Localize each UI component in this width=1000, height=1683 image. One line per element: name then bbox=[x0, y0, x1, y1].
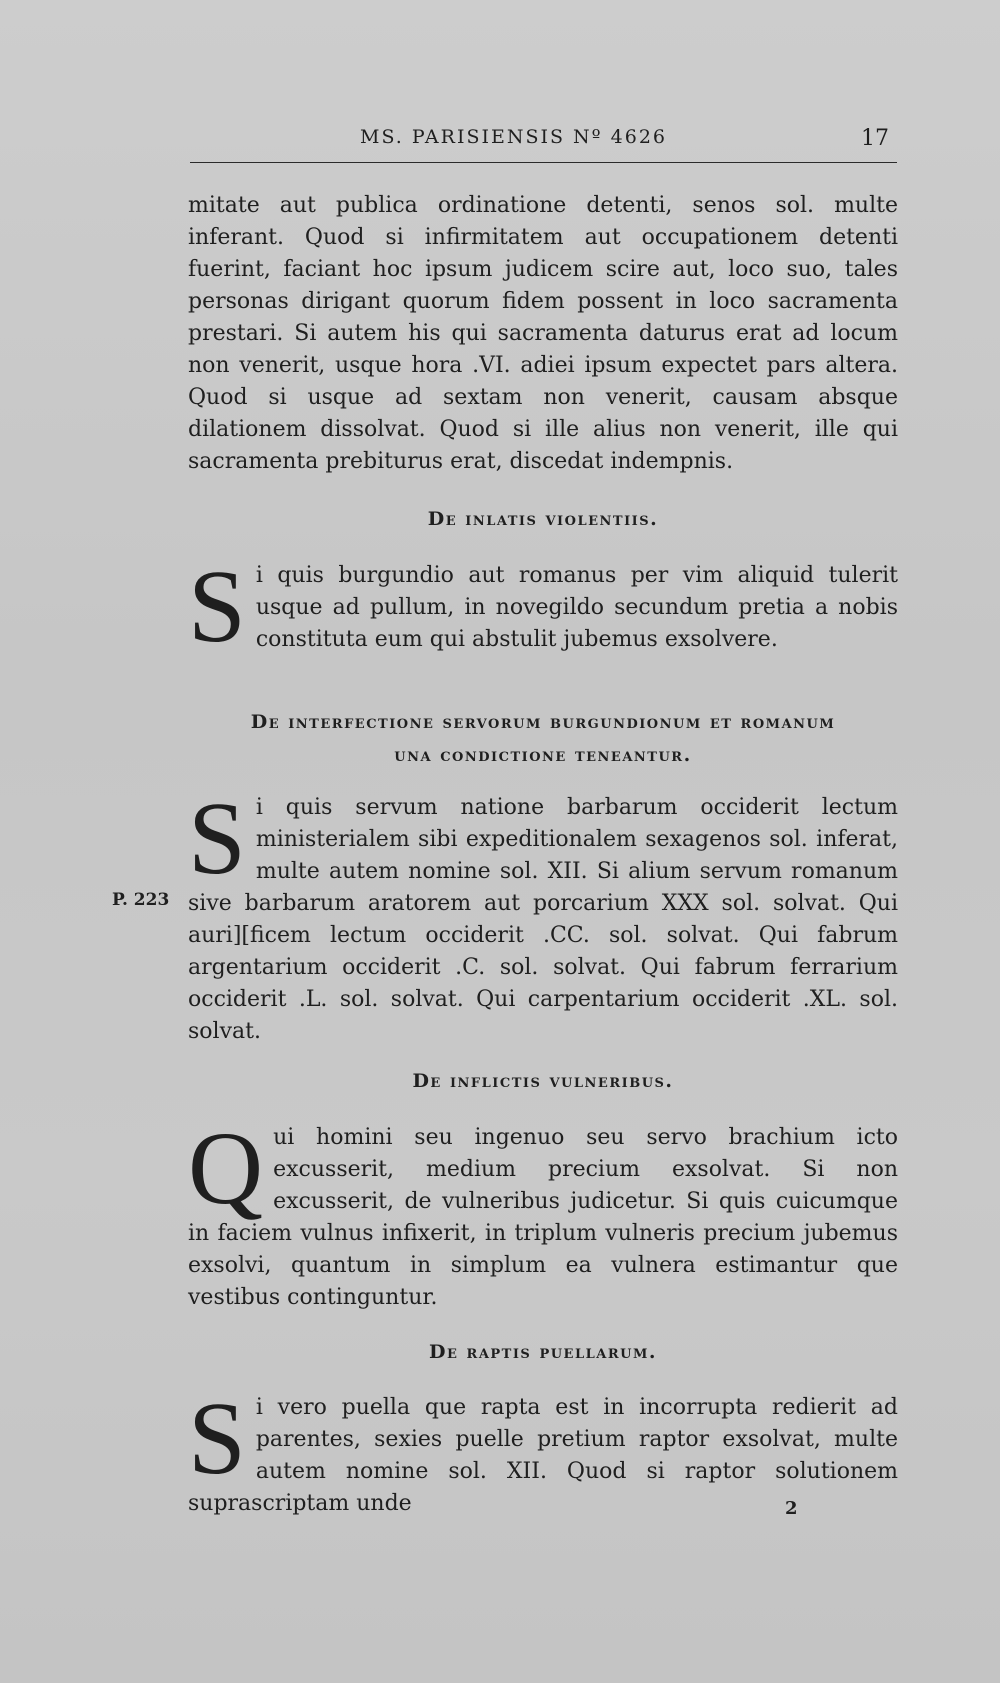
intro-paragraph: mitate aut publica ordinatione detenti, senos sol. multe inferant. Quod si infirmitatem aut occupationem detenti fuerint, faciant hoc ipsum judicem scire aut, loco suo, tales personas dirigant quorum fidem possent in loco sacramenta prestari. Si autem his qui sacramenta daturus erat ad locum non venerit, usque hora .VI. adiei ipsum expectet pars altera. Quod si usque ad sextam non venerit, causam absque dilationem dissolvat. Quod si ille alius non venerit, ille qui sacramenta prebiturus erat, discedat indempnis. bbox=[188, 193, 898, 474]
section-heading: De interfectione servorum burgundionum et romanum bbox=[250, 711, 836, 733]
section-text: i vero puella que rapta est in incorrupta redierit ad parentes, sexies puelle pretium raptor exsolvat, multe autem nomine sol. XII. Quod si raptor solutionem suprascriptam unde bbox=[188, 1395, 898, 1516]
section-heading: De inlatis violentiis. bbox=[427, 508, 659, 530]
page-number: 17 bbox=[861, 126, 889, 151]
drop-cap: S bbox=[188, 781, 246, 896]
margin-page-reference: P. 223 bbox=[112, 890, 170, 910]
section-heading-line2: una condictione teneantur. bbox=[394, 744, 692, 766]
running-title: MS. PARISIENSIS Nº 4626 bbox=[360, 126, 667, 148]
drop-cap: S bbox=[188, 549, 246, 664]
section-text: ui homini seu ingenuo seu servo brachium icto excusserit, medium precium exsolvat. Si non excusserit, de vulneribus judicetur. Si quis cuicumque in faciem vulnus infixerit, in triplum vulneris precium jubemus exsolvi, quantum in simplum ea vulnera estimantur que vestibus continguntur. bbox=[188, 1125, 898, 1310]
section-heading: De inflictis vulneribus. bbox=[412, 1070, 674, 1092]
drop-cap: Q bbox=[188, 1111, 264, 1226]
section-paragraph bbox=[188, 1111, 898, 1314]
section-text: i quis servum natione barbarum occiderit lectum ministerialem sibi expeditionalem sexagenos sol. inferat, multe autem nomine sol. XII. Si alium servum romanum sive barbarum aratorem aut porcarium XXX sol. solvat. Qui auri][ficem lectum occiderit .CC. sol. solvat. Qui fabrum argentarium occiderit .C. sol. solvat. Qui fabrum ferrarium occiderit .L. sol. solvat. Qui carpentarium occiderit .XL. sol. solvat. bbox=[188, 795, 898, 1044]
drop-cap: S bbox=[188, 1381, 246, 1496]
section-text: i quis burgundio aut romanus per vim aliquid tulerit usque ad pullum, in novegildo secundum pretia a nobis constituta eum qui abstulit jubemus exsolvere. bbox=[255, 563, 898, 652]
section-paragraph bbox=[188, 549, 898, 664]
signature-mark: 2 bbox=[785, 1498, 798, 1519]
section-paragraph bbox=[188, 781, 898, 1048]
section-heading: De raptis puellarum. bbox=[429, 1341, 657, 1363]
running-header bbox=[190, 126, 897, 163]
